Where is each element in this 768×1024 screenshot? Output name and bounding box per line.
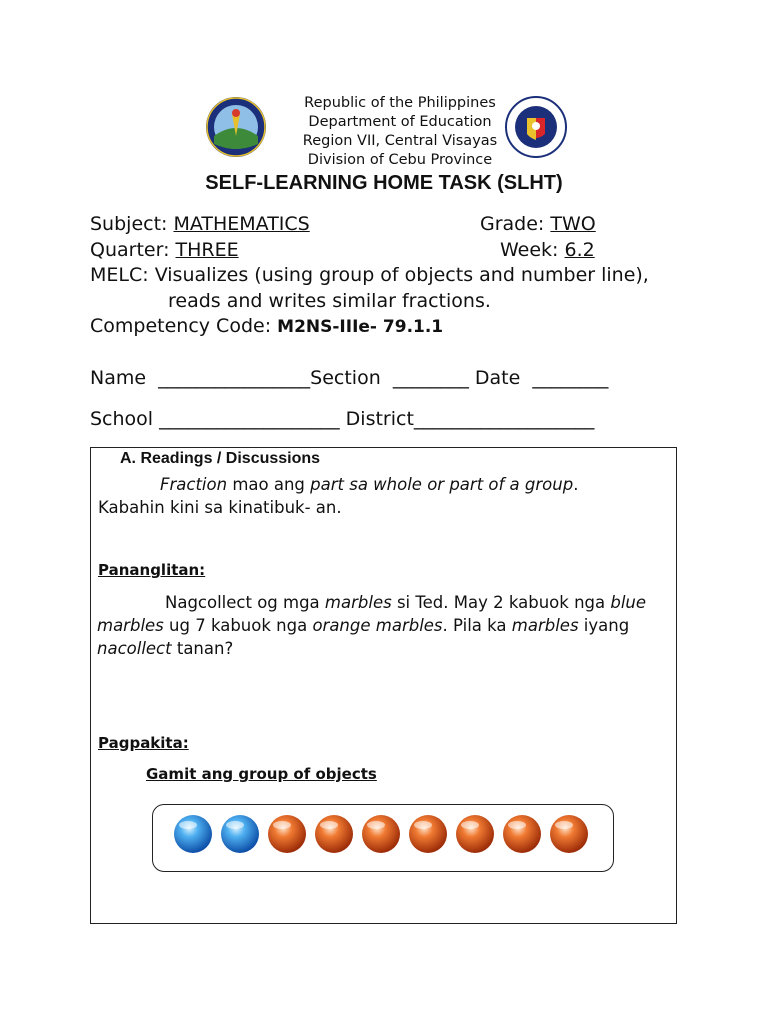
example-italic-5: marbles [511,616,579,635]
competency-value: M2NS-IIIe- 79.1.1 [277,317,444,337]
orange-marble [503,815,541,853]
marble-highlight [273,821,291,829]
deped-seal [505,96,567,158]
district-label: District [345,408,414,430]
example-text-4: . Pila ka [442,616,512,635]
example-italic-4: orange marbles [312,616,443,635]
marble-highlight [320,821,338,829]
marble-highlight [179,821,197,829]
example-line-3 [97,637,233,660]
example-line-1 [165,591,646,614]
page-title: SELF-LEARNING HOME TASK (SLHT) [205,172,563,194]
district-field[interactable]: ___________________ [413,408,595,430]
marble-highlight [508,821,526,829]
example-italic-6: nacollect [97,639,172,658]
section-a-heading: A. Readings / Discussions [120,450,321,467]
orange-marble [315,815,353,853]
example-text-1: Nagcollect og mga [165,593,325,612]
school-label: School [90,408,154,430]
pagpakita-heading: Pagpakita: [98,734,189,752]
example-text-2: si Ted. May 2 kabuok nga [391,593,611,612]
orange-marble [456,815,494,853]
definition-text-1: mao ang [227,475,311,494]
marble-highlight [461,821,479,829]
subject-value: MATHEMATICS [173,213,310,235]
quarter-value: THREE [175,239,239,261]
competency-label: Competency Code: [90,315,278,337]
grade-label: Grade: [480,213,551,235]
gamit-heading: Gamit ang group of objects [146,765,377,783]
blue-marble [174,815,212,853]
marble-highlight [555,821,573,829]
pananglitan-heading: Pananglitan: [98,561,206,579]
marble-highlight [414,821,432,829]
example-line-2 [97,614,629,637]
example-text-6: tanan? [171,639,234,658]
header-line-4: Division of Cebu Province [307,152,493,168]
quarter-line [90,237,239,263]
example-italic-3: marbles [97,616,164,635]
marbles-svg [153,805,613,871]
school-field[interactable]: ___________________ [159,408,340,430]
subject-label: Subject: [90,213,174,235]
section-field[interactable]: ________ [392,367,469,389]
marbles-group [152,804,614,872]
example-text-5: iyang [578,616,630,635]
header-line-3: Region VII, Central Visayas [302,133,498,149]
name-label: Name [90,367,147,389]
melc-line-2: reads and writes similar fractions. [168,290,491,312]
example-italic-1: marbles [324,593,392,612]
grade-line [480,211,596,237]
definition-italic: part sa whole or part of a group [310,475,574,494]
school-district-line [90,406,594,432]
orange-marble [550,815,588,853]
orange-marble [268,815,306,853]
marble-highlight [226,821,244,829]
example-text-3: ug 7 kabuok nga [163,616,313,635]
week-value: 6.2 [564,239,595,261]
date-label: Date [474,367,521,389]
competency-line [90,313,443,340]
subject-line [90,211,310,237]
section-label: Section [310,367,381,389]
header-line-2: Department of Education [308,114,492,130]
week-line [500,237,595,263]
definition-period: . [573,475,579,494]
week-label: Week: [500,239,565,261]
header-line-1: Republic of the Philippines [304,95,496,111]
definition-line-1 [160,473,578,496]
orange-marble [409,815,447,853]
blue-marble [221,815,259,853]
deped-seal-icon [505,96,567,158]
orange-marble [362,815,400,853]
definition-line-2: Kabahin kini sa kinatibuk- an. [98,498,342,517]
marble-highlight [367,821,385,829]
melc-line-1: MELC: Visualizes (using group of objects and number line), [90,264,649,286]
quarter-label: Quarter: [90,239,176,261]
date-field[interactable]: ________ [532,367,609,389]
name-section-date-line [90,365,608,391]
grade-value: TWO [550,213,596,235]
name-field[interactable]: ________________ [158,367,311,389]
fraction-term: Fraction [160,475,228,494]
example-italic-2: blue [610,593,647,612]
